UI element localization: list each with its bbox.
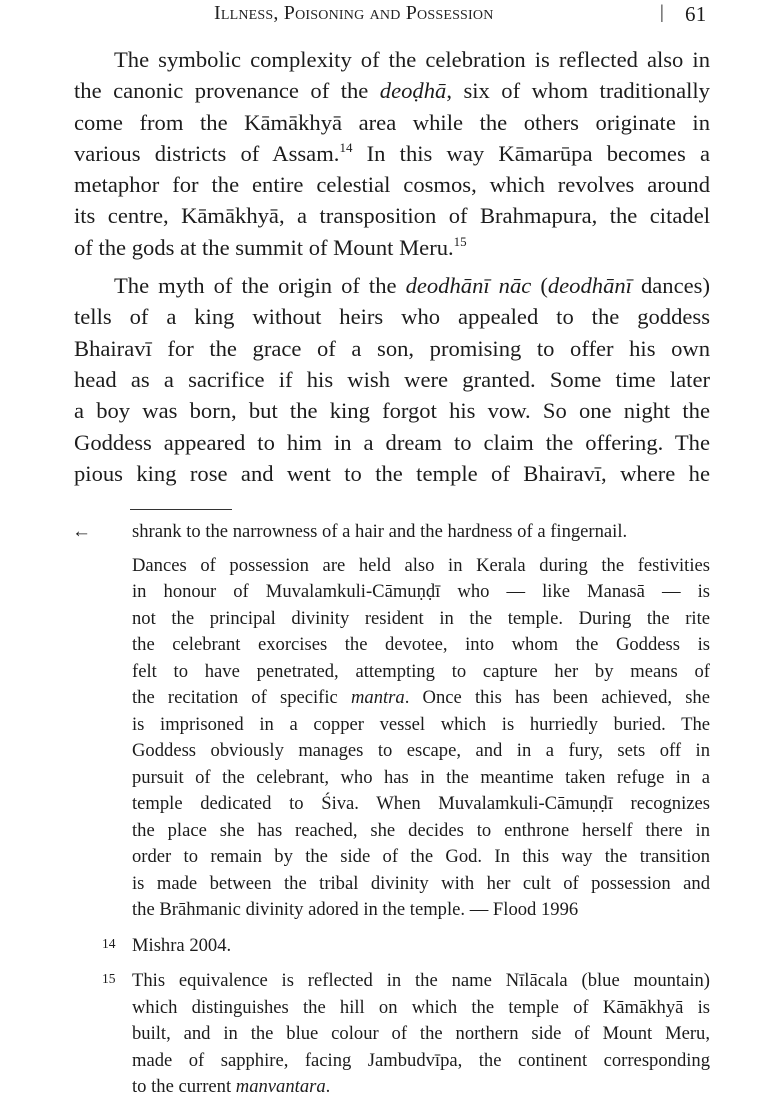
text-run: The myth of the origin of the bbox=[114, 273, 406, 299]
footnote-line bbox=[132, 579, 710, 606]
footnote-continuation bbox=[74, 519, 710, 546]
footnote-gap bbox=[74, 924, 710, 933]
text-line bbox=[74, 458, 710, 489]
footnote-gap bbox=[74, 546, 710, 553]
text-run: This equivalence is reflected in the name Nīlācala (blue mountain) bbox=[132, 970, 710, 991]
footnote-line bbox=[132, 632, 710, 659]
footnote-continuation-paragraph bbox=[74, 553, 710, 924]
italic-term: deodhānī nāc bbox=[405, 273, 532, 299]
footnote-line bbox=[132, 712, 710, 739]
text-run: order to remain by the side of the God. In this way the transition bbox=[132, 846, 710, 867]
footnote-line bbox=[132, 659, 710, 686]
text-line bbox=[74, 232, 710, 263]
text-run: is made between the tribal divinity with her cult of possession and bbox=[132, 872, 710, 894]
text-run: The symbolic complexity of the celebration is reflected also in bbox=[114, 47, 710, 72]
footnote-line bbox=[132, 685, 710, 712]
footnote-line bbox=[132, 1021, 710, 1048]
text-run: head as a sacrifice if his wish were granted. Some time later bbox=[74, 366, 710, 392]
text-run: its centre, Kāmākhyā, a transposition of Brahmapura, the citadel bbox=[74, 203, 710, 229]
text-line bbox=[74, 107, 710, 138]
paragraph-2 bbox=[74, 270, 710, 489]
italic-term: mantra bbox=[350, 687, 405, 708]
text-run: . bbox=[325, 1076, 331, 1097]
main-text bbox=[74, 44, 710, 489]
text-line bbox=[74, 270, 710, 301]
text-run: of the gods at the summit of Mount Meru. bbox=[74, 234, 454, 260]
text-line bbox=[74, 169, 710, 200]
text-run: come from the Kāmākhyā area while the others originate in bbox=[74, 109, 710, 135]
footnote-number: 15 bbox=[102, 971, 116, 986]
text-line bbox=[74, 138, 710, 169]
footnote-line bbox=[132, 968, 710, 995]
footnote-line bbox=[132, 818, 710, 845]
text-run: In this way Kāmarūpa becomes a bbox=[352, 140, 710, 166]
footnote-reference: 15 bbox=[453, 233, 467, 249]
text-line bbox=[74, 364, 710, 395]
footnote-separator-rule bbox=[130, 509, 232, 510]
text-run: felt to have penetrated, attempting to capture her by means of bbox=[132, 660, 710, 682]
text-run: pursuit of the celebrant, who has in the meantime taken refuge in a bbox=[132, 766, 710, 788]
text-run: the Brāhmanic divinity adored in the temple. — Flood 1996 bbox=[132, 899, 579, 920]
paragraph-gap bbox=[74, 263, 710, 270]
italic-term: manvantara bbox=[235, 1076, 326, 1097]
italic-term: deoḍhā bbox=[379, 78, 447, 104]
text-run: made of sapphire, facing Jambudvīpa, the continent corresponding bbox=[132, 1049, 710, 1071]
text-line bbox=[74, 200, 710, 231]
footnote-line bbox=[132, 1074, 710, 1101]
footnote-reference: 14 bbox=[339, 139, 353, 155]
text-run: the celebrant exorcises the devotee, into whom the Goddess is bbox=[132, 634, 710, 655]
footnote-line bbox=[132, 897, 710, 924]
text-run: metaphor for the entire celestial cosmos, which revolves around bbox=[74, 172, 710, 198]
text-run: pious king rose and went to the temple of Bhairavī, where he bbox=[74, 460, 710, 486]
footnote-line bbox=[132, 1048, 710, 1075]
text-run: various districts of Assam. bbox=[74, 140, 340, 166]
footnote-15 bbox=[74, 968, 710, 1101]
paragraph-1 bbox=[74, 44, 710, 263]
text-run: Dances of possession are held also in Kerala during the festivities bbox=[132, 554, 710, 576]
text-run: Goddess obviously manages to escape, and in a fury, sets off in bbox=[132, 740, 710, 761]
footnote-line bbox=[132, 871, 710, 898]
text-run: . Once this has been achieved, she bbox=[404, 687, 710, 708]
footnote-line bbox=[132, 738, 710, 765]
text-run: built, and in the blue colour of the northern side of Mount Meru, bbox=[132, 1023, 710, 1044]
footnote-line bbox=[132, 995, 710, 1022]
text-line bbox=[74, 75, 710, 106]
text-run: is imprisoned in a copper vessel which is hurriedly buried. The bbox=[132, 713, 710, 735]
page-number: 61 bbox=[685, 2, 707, 26]
text-run: the canonic provenance of the bbox=[74, 78, 380, 104]
footnote-line: shrank to the narrowness of a hair and the hardness of a fingernail. bbox=[132, 521, 628, 542]
text-run: temple dedicated to Śiva. When Muvalamkuli-Cāmuṇḍī recognizes bbox=[132, 793, 710, 814]
text-run: , six of whom traditionally bbox=[446, 78, 710, 104]
text-run: a boy was born, but the king forgot his vow. So one night the bbox=[74, 398, 710, 424]
footnote-body bbox=[132, 933, 710, 960]
footnote-line bbox=[132, 606, 710, 633]
footnote-gap bbox=[74, 959, 710, 968]
text-run: Goddess appeared to him in a dream to claim the offering. The bbox=[74, 429, 710, 455]
text-run: the place she has reached, she decides to enthrone herself there in bbox=[132, 819, 710, 841]
footnote-line bbox=[132, 553, 710, 580]
text-run: tells of a king without heirs who appealed to the goddess bbox=[74, 304, 710, 330]
footnote-body bbox=[132, 968, 710, 1101]
header-separator: | bbox=[660, 2, 665, 23]
running-head bbox=[74, 0, 714, 28]
footnote-number: 14 bbox=[102, 935, 116, 951]
text-run: ( bbox=[531, 273, 548, 299]
text-run: which distinguishes the hill on which the temple of Kāmākhyā is bbox=[132, 996, 710, 1018]
text-line bbox=[74, 333, 710, 364]
text-line bbox=[74, 301, 710, 332]
footnote-line bbox=[132, 844, 710, 871]
text-line bbox=[74, 395, 710, 426]
text-run: dances) bbox=[631, 273, 710, 299]
text-run: Bhairavī for the grace of a son, promising to offer his own bbox=[74, 335, 710, 361]
text-run: Mishra 2004. bbox=[132, 934, 232, 956]
text-run: to the current bbox=[132, 1076, 236, 1097]
italic-term: deodhānī bbox=[547, 273, 632, 299]
text-line bbox=[74, 427, 710, 458]
text-line bbox=[74, 44, 710, 75]
footnote-line bbox=[132, 765, 710, 792]
text-run: in honour of Muvalamkuli-Cāmuṇḍī who — like Manasā — is bbox=[132, 581, 710, 602]
footnote-14 bbox=[74, 933, 710, 960]
footnotes bbox=[74, 519, 710, 1101]
text-run: not the principal divinity resident in the temple. During the rite bbox=[132, 607, 710, 629]
footnote-line bbox=[132, 933, 710, 960]
footnote-line bbox=[132, 791, 710, 818]
running-title: Illness, Poisoning and Possession bbox=[214, 2, 494, 24]
continuation-arrow-icon: ← bbox=[72, 521, 91, 542]
text-run: the recitation of specific bbox=[132, 687, 351, 708]
